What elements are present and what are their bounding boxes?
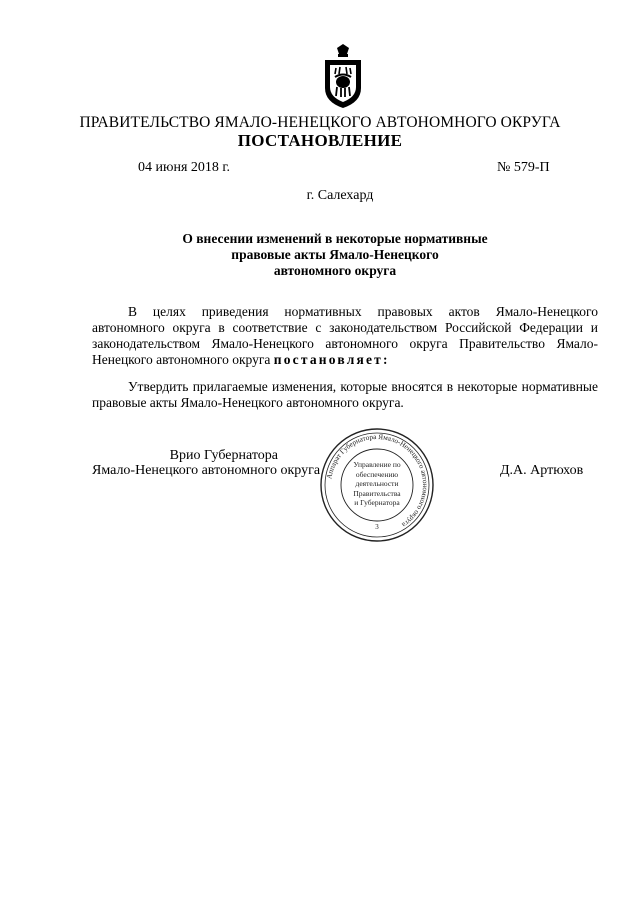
stamp-line-4: Правительства xyxy=(353,488,401,498)
subject-line-2: правовые акты Ямало-Ненецкого xyxy=(231,247,439,262)
stamp-line-3: деятельности xyxy=(355,479,399,488)
stamp-line-1: Управление по xyxy=(353,460,401,469)
stamp-line-5: и Губернатора xyxy=(354,498,400,507)
preamble-text: В целях приведения нормативных правовых актов Ямало-Ненецкого автономного округа в соответствие с законодательством Российской Федерации и законодательством Ямало-Ненецкого автономного округа Правительство Ямало-Ненецкого автономного округа xyxy=(92,304,598,367)
stamp-ring-text: Аппарат Губернатора Ямало-Ненецкого автономного округа xyxy=(325,432,430,529)
document-number: № 579-П xyxy=(497,160,550,175)
document-city: г. Салехард xyxy=(306,188,374,203)
document-date: 04 июня 2018 г. xyxy=(138,160,231,175)
subject-line-3: автономного округа xyxy=(273,263,397,278)
stamp-center-text xyxy=(343,460,411,508)
stamp-line-2: обеспечению xyxy=(355,469,399,479)
document-subject xyxy=(150,231,520,279)
signer-position-line-2: Ямало-Ненецкого автономного округа xyxy=(92,463,321,478)
decree-keyword: постановляет: xyxy=(273,352,390,367)
government-title: ПРАВИТЕЛЬСТВО ЯМАЛО-НЕНЕЦКОГО АВТОНОМНОГО ОКРУГА xyxy=(79,114,561,131)
document-type: ПОСТАНОВЛЕНИЕ xyxy=(237,131,403,150)
signer-name: Д.А. Артюхов xyxy=(500,463,584,478)
paragraph-preamble xyxy=(92,304,598,368)
coat-of-arms-icon xyxy=(321,44,365,110)
signer-position-line-1: Врио Губернатора xyxy=(169,448,278,463)
subject-line-1: О внесении изменений в некоторые нормативные xyxy=(182,231,488,246)
paragraph-resolution: Утвердить прилагаемые изменения, которые вносятся в некоторые нормативные правовые акты Ямало-Ненецкого автономного округа. xyxy=(92,379,598,410)
stamp-bottom-number: 3 xyxy=(375,523,379,531)
